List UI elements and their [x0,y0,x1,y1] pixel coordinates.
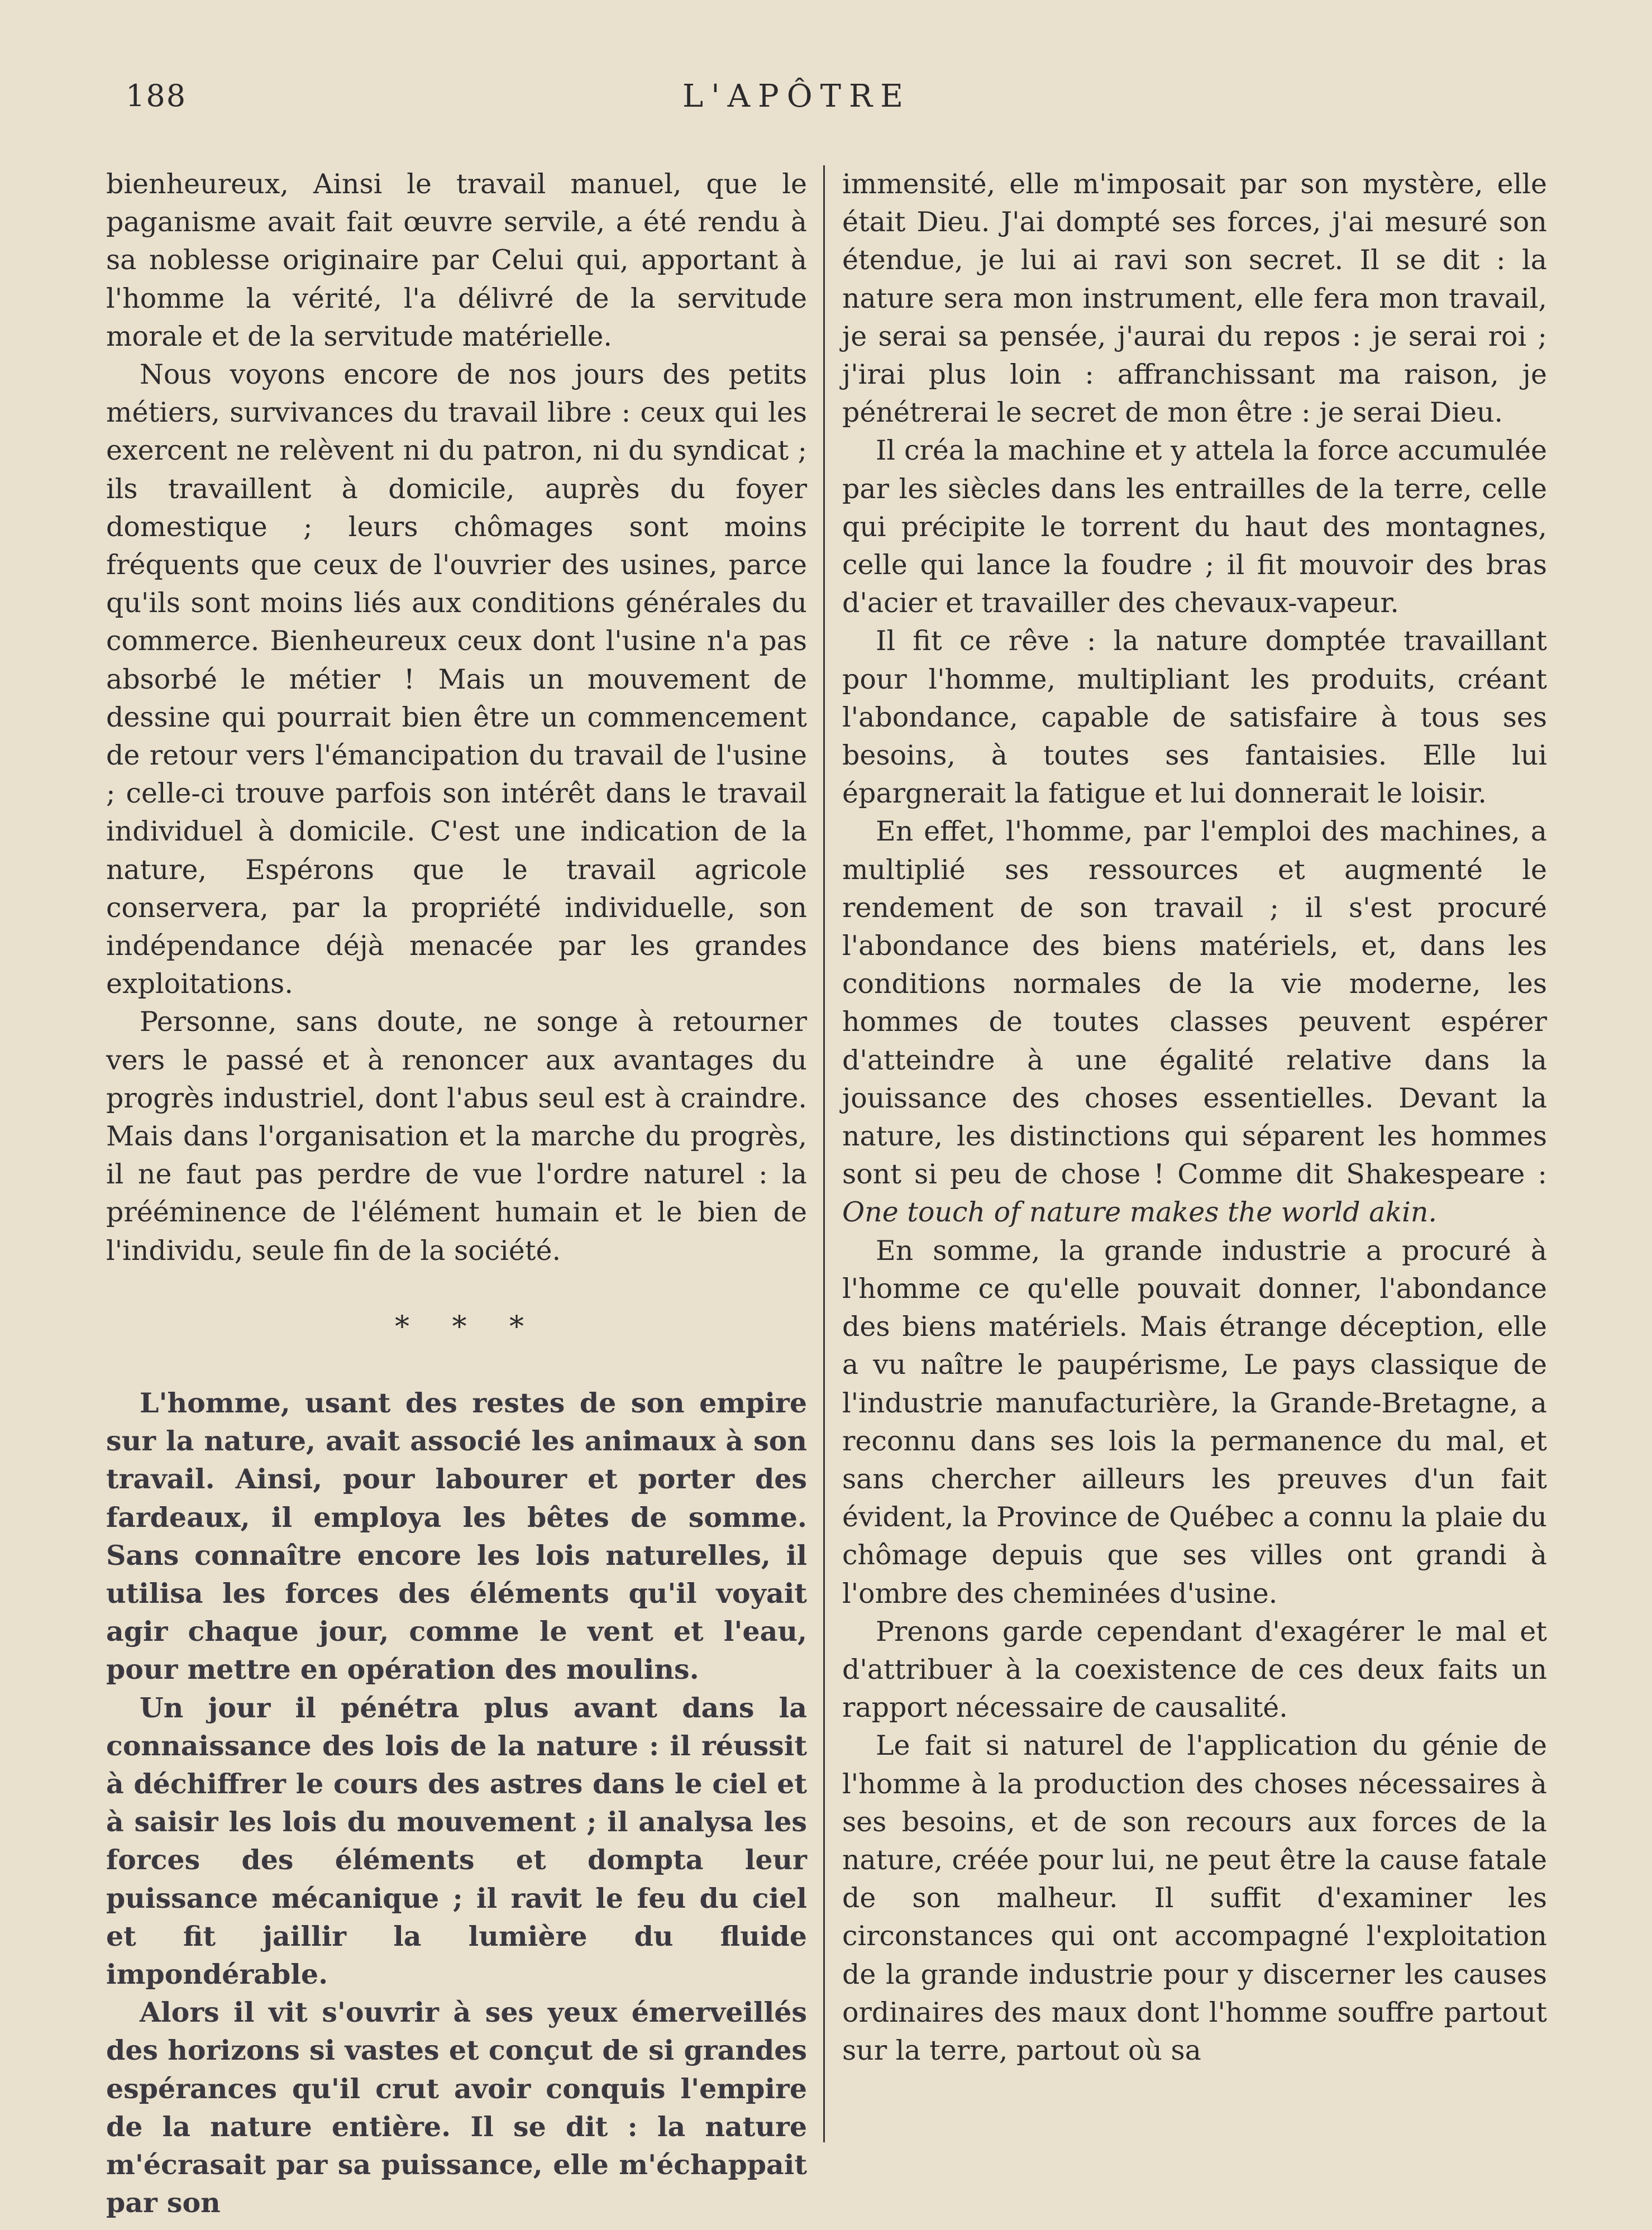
left-column [106,165,807,2222]
paragraph: Personne, sans doute, ne songe à retourner vers le passé et à renoncer aux avantages du progrès industriel, dont l'abus seul est à craindre. Mais dans l'organisation et la marche du progrès, il ne faut pas perdre de vue l'ordre naturel : la prééminence de l'élément humain et le bien de l'individu, seule fin de la société. [106,1006,807,1267]
paragraph-text: En effet, l'homme, par l'emploi des machines, a multiplié ses ressources et augmenté le rendement de son travail ; il s'est procuré l'abondance des biens matériels, et, dans les conditions normales de la vie moderne, les hommes de toutes classes peuvent espérer d'atteindre à une égalité relative dans la jouissance des choses essentielles. Devant la nature, les distinctions qui séparent les hommes sont si peu de chose ! Comme dit Shakespeare : [842,815,1547,1191]
column-divider [823,165,825,2142]
paragraph: En somme, la grande industrie a procuré à l'homme ce qu'elle pouvait donner, l'abondance des biens matériels. Mais étrange déception, elle a vu naître le paupérisme, Le pays classique de l'industrie manufacturière, la Grande-Bretagne, a reconnu dans ses lois la permanence du mal, et sans chercher ailleurs les preuves d'un fait évident, la Province de Québec a connu la plaie du chômage depuis que ses villes ont grandi à l'ombre des cheminées d'usine. [842,1234,1547,1610]
paragraph: Il créa la machine et y attela la force accumulée par les siècles dans les entrailles de la terre, celle qui précipite le torrent du haut des montagnes, celle qui lance la foudre ; il fit mouvoir des bras d'acier et travailler des chevaux-vapeur. [842,434,1547,619]
paragraph: bienheureux, Ainsi le travail manuel, que le paganisme avait fait œuvre servile, a été rendu à sa noblesse originaire par Celui qui, apportant à l'homme la vérité, l'a délivré de la servitude morale et de la servitude matérielle. [106,168,807,352]
paragraph: immensité, elle m'imposait par son mystère, elle était Dieu. J'ai dompté ses forces, j'ai mesuré son étendue, je lui ai ravi son secret. Il se dit : la nature sera mon instrument, elle fera mon travail, je serai sa pensée, j'aurai du repos : je serai roi ; j'irai plus loin : affranchissant ma raison, je pénétrerai le secret de mon être : je serai Dieu. [842,168,1547,429]
paragraph: Le fait si naturel de l'application du génie de l'homme à la production des choses nécessaires à ses besoins, et de son recours aux forces de la nature, créée pour lui, ne peut être la cause fatale de son malheur. Il suffit d'examiner les circonstances qui ont accompagné l'exploitation de la grande industrie pour y discerner les causes ordinaires des maux dont l'homme souffre partout sur la terre, partout où sa [842,1730,1547,2066]
paragraph: Prenons garde cependant d'exagérer le mal et d'attribuer à la coexistence de ces deux faits un rapport nécessaire de causalité. [842,1615,1547,1724]
paragraph: Nous voyons encore de nos jours des petits métiers, survivances du travail libre : ceux qui les exercent ne relèvent ni du patron, ni du syndicat ; ils travaillent à domicile, auprès du foyer domestique ; leurs chômages sont moins fréquents que ceux de l'ouvrier des usines, parce qu'ils sont moins liés aux conditions générales du commerce. Bienheureux ceux dont l'usine n'a pas absorbé le métier ! Mais un mouvement de dessine qui pourrait bien être un commencement de retour vers l'émancipation du travail de l'usine ; celle-ci trouve parfois son intérêt dans le travail individuel à domicile. C'est une indication de la nature, Espérons que le travail agricole conservera, par la propriété individuelle, son indépendance déjà menacée par les grandes exploitations. [106,359,807,1000]
page-header [0,78,1652,128]
section-separator: * * * [394,1310,541,1344]
paragraph [842,813,1547,1231]
running-title: L'APÔTRE [682,78,911,114]
page-number: 188 [126,78,187,113]
paragraph: Alors il vit s'ouvrir à ses yeux émerveillés des horizons si vastes et conçut de si grandes espérances qu'il crut avoir conquis l'empire de la nature entière. Il se dit : la nature m'écrasait par sa puissance, elle m'échappait par son [106,1996,807,2219]
paragraph: Il fit ce rêve : la nature domptée travaillant pour l'homme, multipliant les produits, créant l'abondance, capable de satisfaire à tous ses besoins, à toutes ses fantaisies. Elle lui épargnerait la fatigue et lui donnerait le loisir. [842,625,1547,810]
paragraph: L'homme, usant des restes de son empire sur la nature, avait associé les animaux à son travail. Ainsi, pour labourer et porter des fardeaux, il employa les bêtes de somme. Sans connaître encore les lois naturelles, il utilisa les forces des éléments qu'il voyait agir chaque jour, comme le vent et l'eau, pour mettre en opération des moulins. [106,1386,807,1686]
shakespeare-quote: One touch of nature makes the world akin. [842,1196,1437,1229]
right-column [842,165,1547,2070]
bold-section [106,1384,807,2222]
paragraph: Un jour il pénétra plus avant dans la connaissance des lois de la nature : il réussit à déchiffrer le cours des astres dans le ciel et à saisir les lois du mouvement ; il analysa les forces des éléments et dompta leur puissance mécanique ; il ravit le feu du ciel et fit jaillir la lumière du fluide impondérable. [106,1691,807,1990]
